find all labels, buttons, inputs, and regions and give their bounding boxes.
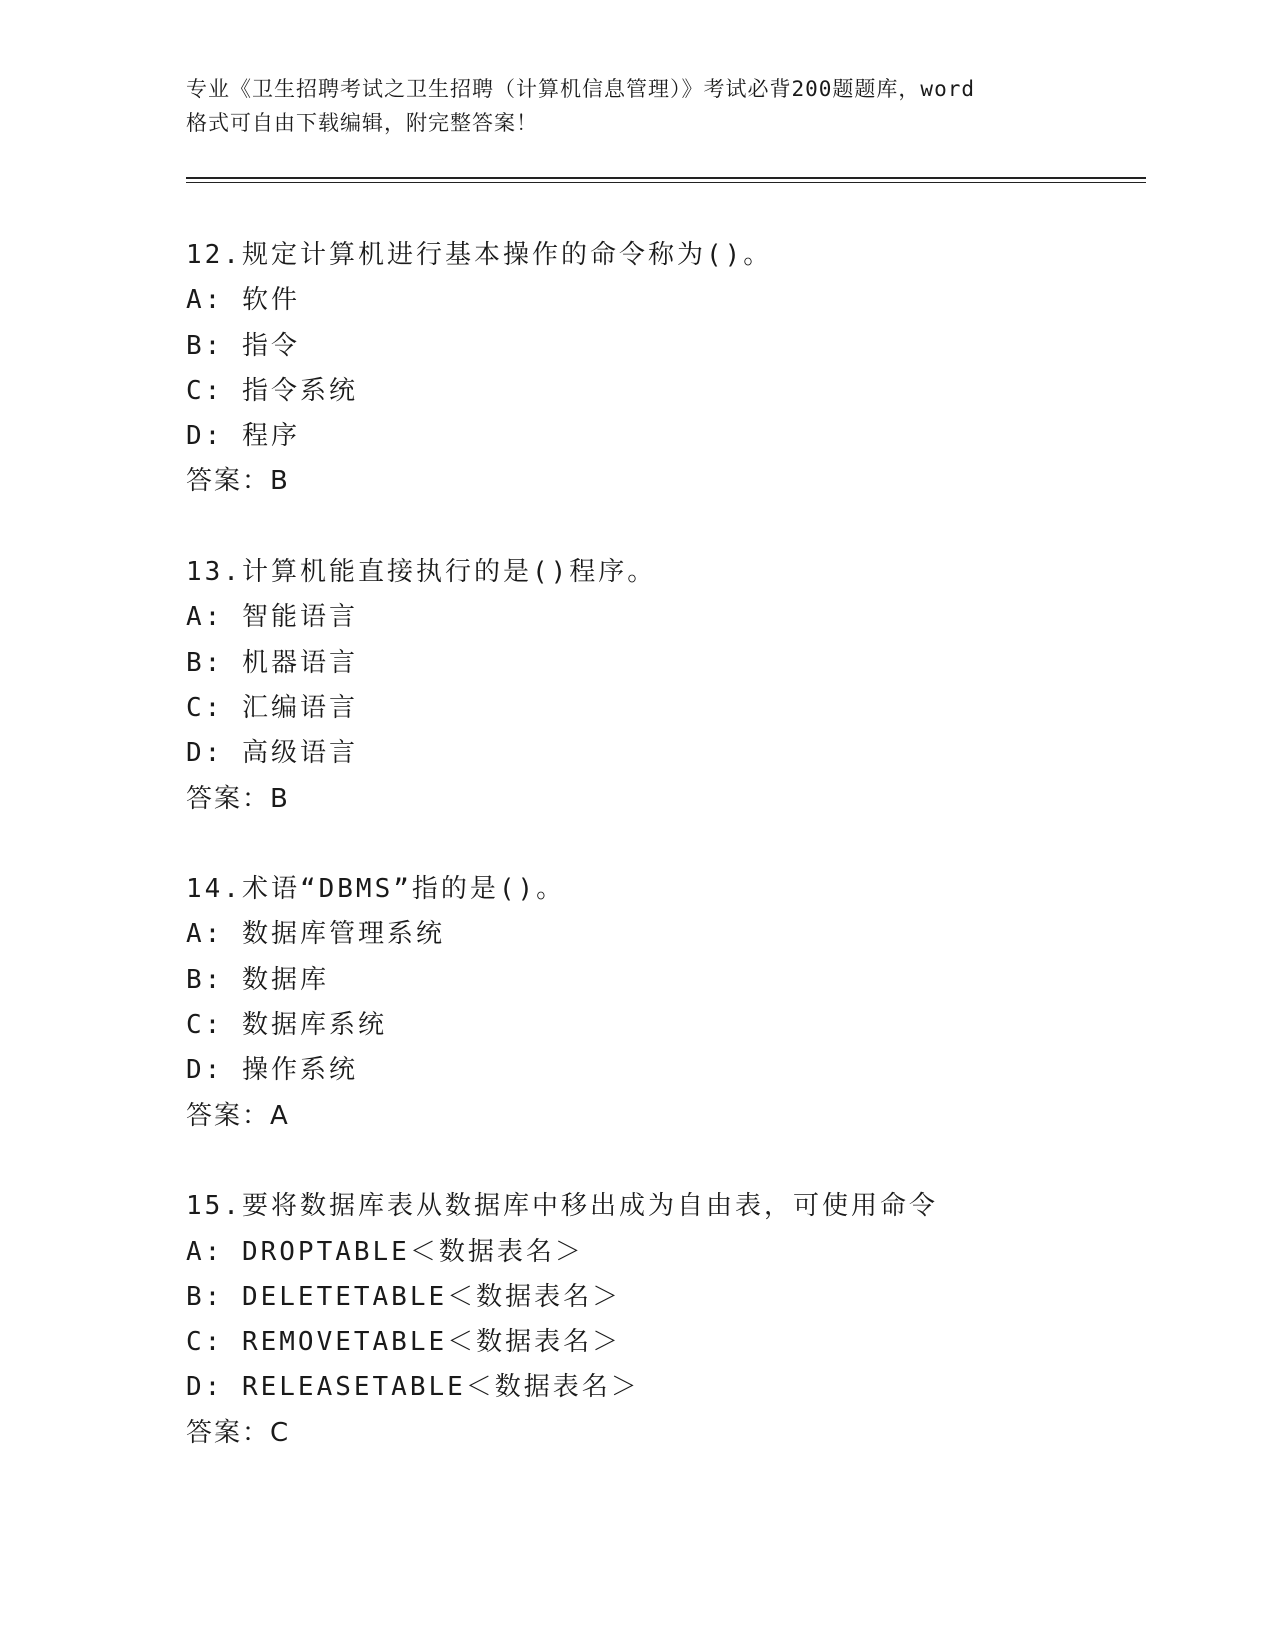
- option-c: C: REMOVETABLE＜数据表名＞: [186, 1327, 622, 1358]
- option-b: B: DELETETABLE＜数据表名＞: [186, 1281, 622, 1312]
- question-14: [186, 867, 1146, 1184]
- header-line-2: 格式可自由下载编辑，附完整答案！: [186, 111, 538, 135]
- header-rule-thick: [186, 177, 1146, 179]
- option-b: B: 指令: [186, 330, 300, 361]
- answer-key: 答案：B: [186, 783, 290, 814]
- option-d: D: 操作系统: [186, 1055, 358, 1086]
- option-c: C: 汇编语言: [186, 692, 358, 723]
- option-b: B: 机器语言: [186, 647, 358, 678]
- question-stem: 13.计算机能直接执行的是()程序。: [186, 557, 657, 588]
- option-a: A: 智能语言: [186, 602, 358, 633]
- question-15: [186, 1184, 1146, 1456]
- answer-key: 答案：A: [186, 1100, 290, 1131]
- question-13: [186, 550, 1146, 867]
- answer-key: 答案：C: [186, 1417, 291, 1448]
- header-rule-thin: [186, 182, 1146, 183]
- question-stem: 12.规定计算机进行基本操作的命令称为()。: [186, 240, 773, 270]
- question-12: [186, 233, 1146, 550]
- question-stem: 15.要将数据库表从数据库中移出成为自由表，可使用命令: [186, 1191, 938, 1222]
- question-spacer: [186, 505, 1146, 550]
- option-c: C: 数据库系统: [186, 1010, 387, 1041]
- document-header: [186, 72, 1106, 140]
- option-a: A: 软件: [186, 285, 300, 316]
- answer-key: 答案：B: [186, 466, 290, 497]
- question-list: [186, 233, 1146, 1456]
- option-c: C: 指令系统: [186, 375, 358, 406]
- question-spacer: [186, 1139, 1146, 1184]
- question-stem: 14.术语“DBMS”指的是()。: [186, 874, 566, 905]
- option-d: D: RELEASETABLE＜数据表名＞: [186, 1372, 640, 1403]
- option-a: A: 数据库管理系统: [186, 919, 445, 950]
- option-d: D: 程序: [186, 421, 300, 452]
- option-d: D: 高级语言: [186, 738, 358, 769]
- header-line-1: 专业《卫生招聘考试之卫生招聘（计算机信息管理）》考试必背200题题库，word: [186, 77, 975, 101]
- question-spacer: [186, 822, 1146, 867]
- option-a: A: DROPTABLE＜数据表名＞: [186, 1236, 584, 1267]
- option-b: B: 数据库: [186, 964, 329, 995]
